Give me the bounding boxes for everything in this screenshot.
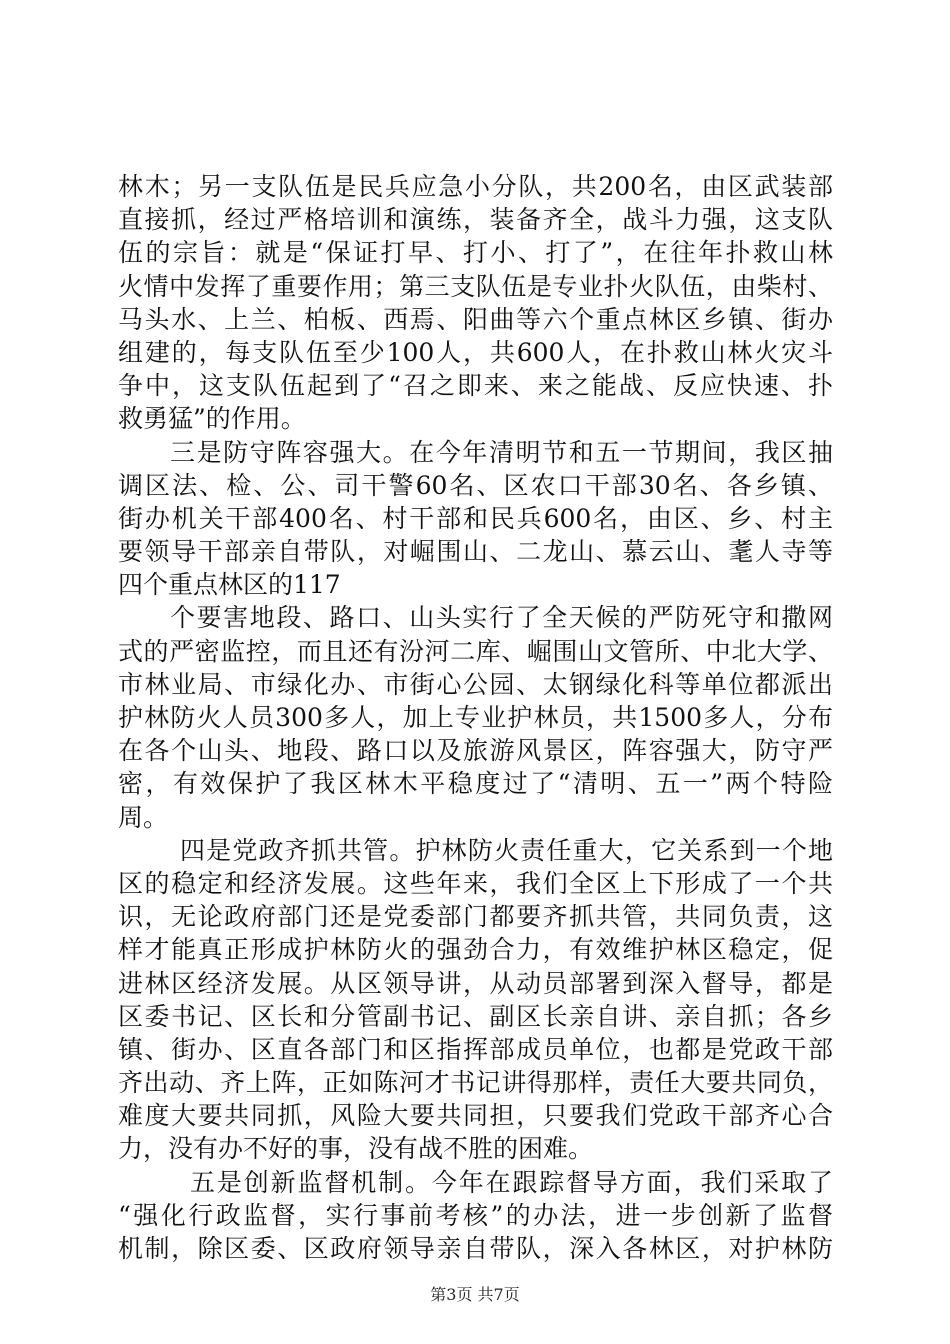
text-line: 进林区经济发展。从区领导讲，从动员部署到深入督导，都是 xyxy=(118,968,833,998)
text-line: 马头水、上兰、柏板、西焉、阳曲等六个重点林区乡镇、街办 xyxy=(118,304,833,334)
paragraph-start-line: 五是创新监督机制。今年在跟踪督导方面，我们采取了 xyxy=(190,1167,833,1197)
text-line: 争中，这支队伍起到了“召之即来、来之能战、反应快速、扑 xyxy=(118,371,833,401)
text-line: 调区法、检、公、司干警60名、区农口干部30名、各乡镇、 xyxy=(118,470,833,500)
text-line: 火情中发挥了重要作用；第三支队伍是专业扑火队伍，由柴村、 xyxy=(118,271,833,301)
text-line: 齐出动、齐上阵，正如陈河才书记讲得那样，责任大要共同负， xyxy=(118,1068,833,1098)
text-line: 密，有效保护了我区林木平稳度过了“清明、五一”两个特险 xyxy=(118,769,833,799)
document-body xyxy=(118,170,833,1265)
text-line: 街办机关干部400名、村干部和民兵600名，由区、乡、村主 xyxy=(118,503,833,533)
text-line: 样才能真正形成护林防火的强劲合力，有效维护林区稳定，促 xyxy=(118,935,833,965)
text-line: 机制，除区委、区政府领导亲自带队，深入各林区，对护林防 xyxy=(118,1234,833,1263)
text-line: 镇、街办、区直各部门和区指挥部成员单位，也都是党政干部 xyxy=(118,1034,833,1064)
text-line: 四个重点林区的117 xyxy=(118,570,341,600)
text-line: 识，无论政府部门还是党委部门都要齐抓共管，共同负责，这 xyxy=(118,902,833,932)
paragraph-start-line: 三是防守阵容强大。在今年清明节和五一节期间，我区抽 xyxy=(170,437,833,467)
text-line: 难度大要共同抓，风险大要共同担，只要我们党政干部齐心合 xyxy=(118,1101,833,1131)
paragraph-start-line: 四是党政齐抓共管。护林防火责任重大，它关系到一个地 xyxy=(180,835,833,865)
text-line: 直接抓，经过严格培训和演练，装备齐全，战斗力强，这支队 xyxy=(118,205,833,235)
text-line: “强化行政监督，实行事前考核”的办法，进一步创新了监督 xyxy=(118,1200,833,1230)
text-line: 林木；另一支队伍是民兵应急小分队，共200名，由区武装部 xyxy=(118,172,833,201)
text-line: 式的严密监控，而且还有汾河二库、崛围山文管所、中北大学、 xyxy=(118,636,833,666)
text-line: 力，没有办不好的事，没有战不胜的困难。 xyxy=(118,1134,594,1164)
text-line: 救勇猛”的作用。 xyxy=(118,404,306,434)
text-line: 区委书记、区长和分管副书记、副区长亲自讲、亲自抓；各乡 xyxy=(118,1001,833,1031)
text-line: 在各个山头、地段、路口以及旅游风景区，阵容强大，防守严 xyxy=(118,736,833,766)
text-line: 护林防火人员300多人，加上专业护林员，共1500多人，分布 xyxy=(118,703,833,732)
text-line: 要领导干部亲自带队，对崛围山、二龙山、慕云山、耄人寺等 xyxy=(118,537,833,567)
text-line: 区的稳定和经济发展。这些年来，我们全区上下形成了一个共 xyxy=(118,868,833,898)
text-line: 周。 xyxy=(118,802,169,832)
text-line: 市林业局、市绿化办、市街心公园、太钢绿化科等单位都派出 xyxy=(118,669,833,699)
text-line: 伍的宗旨：就是“保证打早、打小、打了”，在往年扑救山林 xyxy=(118,238,833,268)
paragraph-start-line: 个要害地段、路口、山头实行了全天候的严防死守和撒网 xyxy=(170,603,833,633)
text-line: 组建的，每支队伍至少100人，共600人，在扑救山林火灾斗 xyxy=(118,337,833,367)
page-number-footer: 第3页 共7页 xyxy=(430,1285,520,1304)
